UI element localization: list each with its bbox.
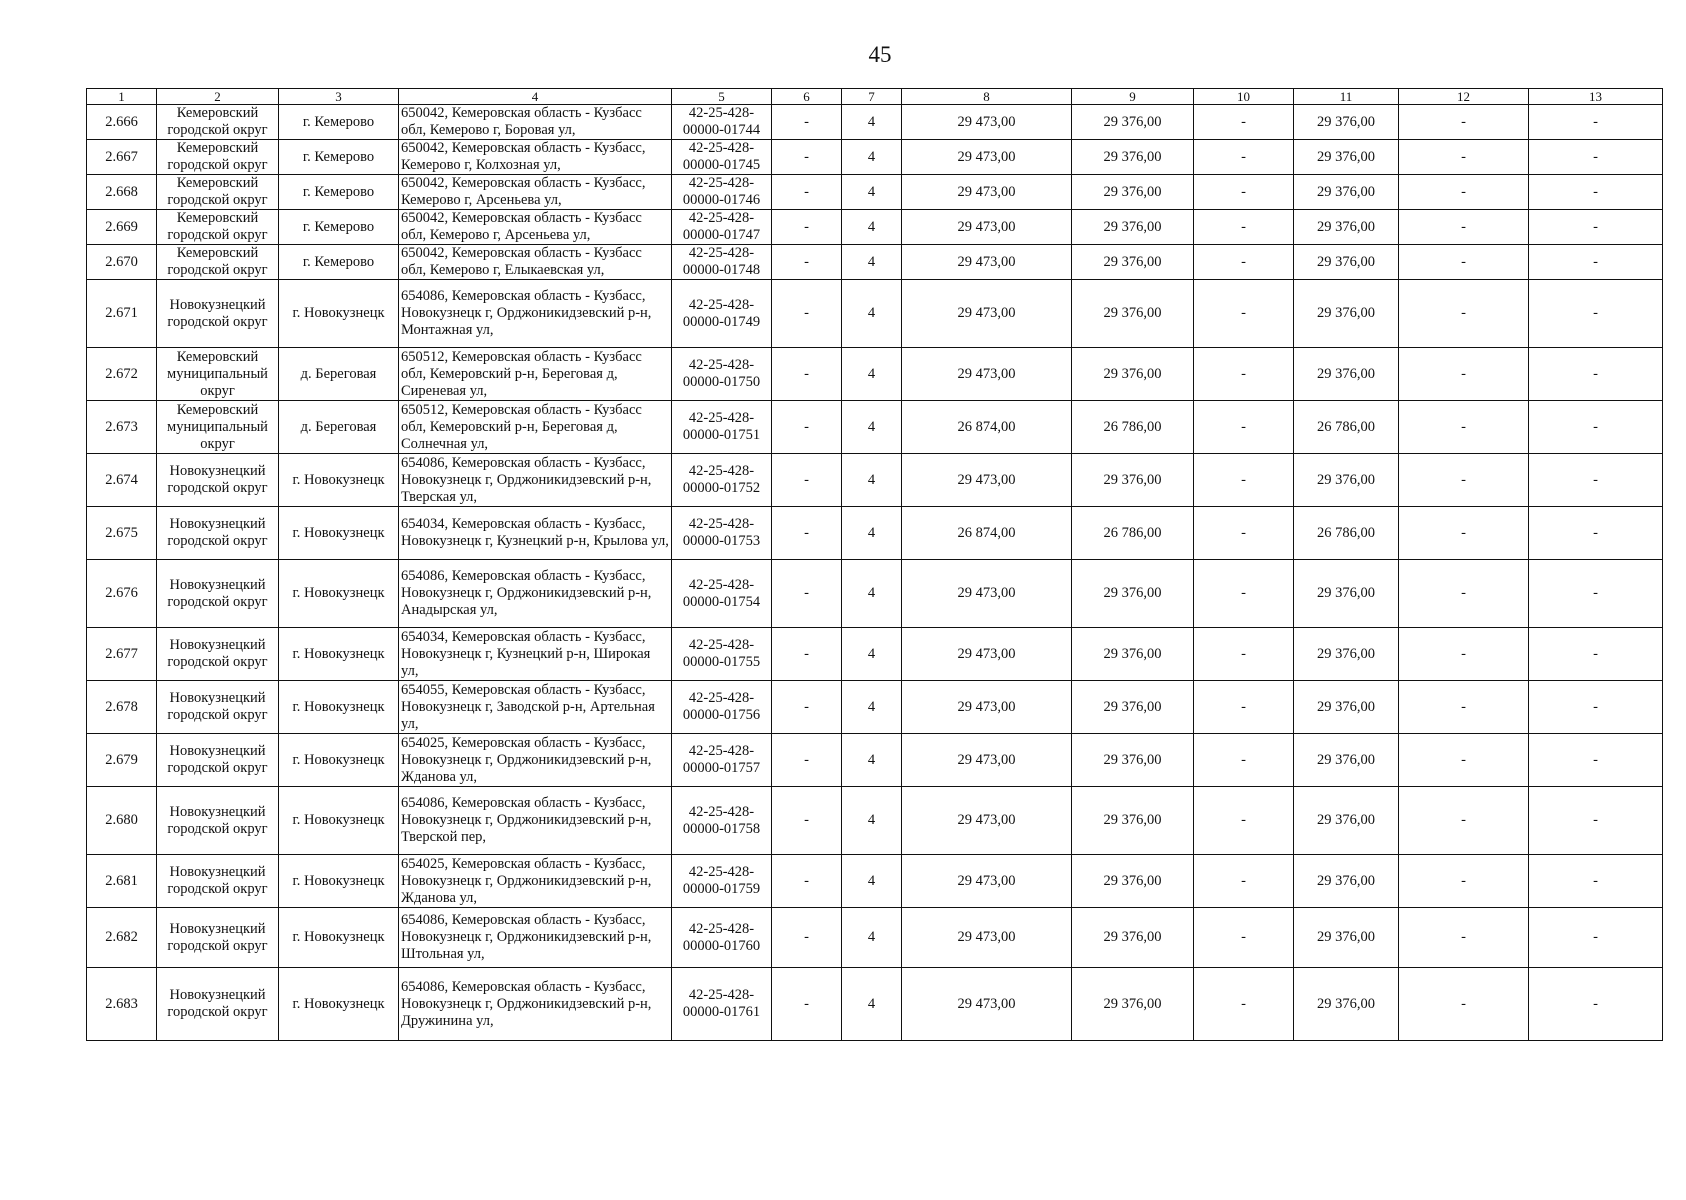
col10-cell: - (1194, 787, 1294, 855)
address-cell: 654034, Кемеровская область - Кузбасс, Новокузнецк г, Кузнецкий р-н, Крылова ул, (399, 507, 672, 560)
col9-cell: 29 376,00 (1072, 560, 1194, 628)
district-cell: Кемеровский городской округ (157, 210, 279, 245)
col7-cell: 4 (842, 401, 902, 454)
col6-cell: - (772, 454, 842, 507)
row-number-cell: 2.682 (87, 908, 157, 968)
col11-cell: 29 376,00 (1294, 968, 1399, 1041)
column-header: 6 (772, 89, 842, 105)
column-header: 1 (87, 89, 157, 105)
code-cell: 42-25-428-00000-01758 (672, 787, 772, 855)
locality-cell: г. Новокузнецк (279, 968, 399, 1041)
col10-cell: - (1194, 507, 1294, 560)
column-header: 3 (279, 89, 399, 105)
col13-cell: - (1529, 348, 1663, 401)
col11-cell: 29 376,00 (1294, 628, 1399, 681)
col12-cell: - (1399, 507, 1529, 560)
col12-cell: - (1399, 105, 1529, 140)
col11-cell: 29 376,00 (1294, 855, 1399, 908)
col12-cell: - (1399, 140, 1529, 175)
code-cell: 42-25-428-00000-01754 (672, 560, 772, 628)
row-number-cell: 2.673 (87, 401, 157, 454)
column-header: 2 (157, 89, 279, 105)
col13-cell: - (1529, 787, 1663, 855)
table-row (87, 908, 1663, 968)
col9-cell: 29 376,00 (1072, 348, 1194, 401)
address-cell: 654055, Кемеровская область - Кузбасс, Новокузнецк г, Заводской р-н, Артельная ул, (399, 681, 672, 734)
col6-cell: - (772, 210, 842, 245)
locality-cell: г. Новокузнецк (279, 454, 399, 507)
row-number-cell: 2.666 (87, 105, 157, 140)
col8-cell: 29 473,00 (902, 908, 1072, 968)
col11-cell: 29 376,00 (1294, 175, 1399, 210)
data-table (86, 88, 1663, 1041)
col13-cell: - (1529, 908, 1663, 968)
col13-cell: - (1529, 681, 1663, 734)
address-cell: 650042, Кемеровская область - Кузбасс обл, Кемерово г, Елыкаевская ул, (399, 245, 672, 280)
table-row (87, 734, 1663, 787)
col7-cell: 4 (842, 734, 902, 787)
col12-cell: - (1399, 628, 1529, 681)
col10-cell: - (1194, 968, 1294, 1041)
locality-cell: г. Новокузнецк (279, 681, 399, 734)
locality-cell: г. Кемерово (279, 210, 399, 245)
row-number-cell: 2.677 (87, 628, 157, 681)
col8-cell: 29 473,00 (902, 348, 1072, 401)
table-row (87, 560, 1663, 628)
col12-cell: - (1399, 348, 1529, 401)
col9-cell: 29 376,00 (1072, 681, 1194, 734)
row-number-cell: 2.681 (87, 855, 157, 908)
code-cell: 42-25-428-00000-01747 (672, 210, 772, 245)
col6-cell: - (772, 507, 842, 560)
col12-cell: - (1399, 968, 1529, 1041)
col9-cell: 29 376,00 (1072, 855, 1194, 908)
col8-cell: 29 473,00 (902, 968, 1072, 1041)
col7-cell: 4 (842, 787, 902, 855)
code-cell: 42-25-428-00000-01757 (672, 734, 772, 787)
col10-cell: - (1194, 734, 1294, 787)
address-cell: 654086, Кемеровская область - Кузбасс, Новокузнецк г, Орджоникидзевский р-н, Тверская ул, (399, 454, 672, 507)
col13-cell: - (1529, 175, 1663, 210)
col12-cell: - (1399, 245, 1529, 280)
column-header: 5 (672, 89, 772, 105)
district-cell: Новокузнецкий городской округ (157, 628, 279, 681)
col8-cell: 29 473,00 (902, 454, 1072, 507)
col9-cell: 29 376,00 (1072, 210, 1194, 245)
col11-cell: 29 376,00 (1294, 348, 1399, 401)
col7-cell: 4 (842, 105, 902, 140)
col7-cell: 4 (842, 628, 902, 681)
col6-cell: - (772, 401, 842, 454)
row-number-cell: 2.680 (87, 787, 157, 855)
code-cell: 42-25-428-00000-01748 (672, 245, 772, 280)
col6-cell: - (772, 140, 842, 175)
district-cell: Новокузнецкий городской округ (157, 855, 279, 908)
col9-cell: 29 376,00 (1072, 734, 1194, 787)
address-cell: 654025, Кемеровская область - Кузбасс, Новокузнецк г, Орджоникидзевский р-н, Жданова ул, (399, 734, 672, 787)
col12-cell: - (1399, 175, 1529, 210)
locality-cell: г. Кемерово (279, 105, 399, 140)
col7-cell: 4 (842, 681, 902, 734)
col9-cell: 29 376,00 (1072, 908, 1194, 968)
code-cell: 42-25-428-00000-01750 (672, 348, 772, 401)
row-number-cell: 2.675 (87, 507, 157, 560)
col9-cell: 29 376,00 (1072, 280, 1194, 348)
col12-cell: - (1399, 855, 1529, 908)
col10-cell: - (1194, 560, 1294, 628)
col12-cell: - (1399, 908, 1529, 968)
col6-cell: - (772, 908, 842, 968)
code-cell: 42-25-428-00000-01749 (672, 280, 772, 348)
district-cell: Новокузнецкий городской округ (157, 560, 279, 628)
col7-cell: 4 (842, 210, 902, 245)
column-header: 4 (399, 89, 672, 105)
col11-cell: 26 786,00 (1294, 507, 1399, 560)
table-row (87, 454, 1663, 507)
col9-cell: 29 376,00 (1072, 968, 1194, 1041)
col6-cell: - (772, 968, 842, 1041)
col8-cell: 29 473,00 (902, 560, 1072, 628)
col7-cell: 4 (842, 348, 902, 401)
col10-cell: - (1194, 105, 1294, 140)
col8-cell: 29 473,00 (902, 175, 1072, 210)
district-cell: Новокузнецкий городской округ (157, 787, 279, 855)
col11-cell: 29 376,00 (1294, 787, 1399, 855)
col13-cell: - (1529, 855, 1663, 908)
col6-cell: - (772, 560, 842, 628)
locality-cell: г. Новокузнецк (279, 280, 399, 348)
row-number-cell: 2.670 (87, 245, 157, 280)
district-cell: Новокузнецкий городской округ (157, 280, 279, 348)
col12-cell: - (1399, 210, 1529, 245)
locality-cell: д. Береговая (279, 348, 399, 401)
col7-cell: 4 (842, 855, 902, 908)
row-number-cell: 2.679 (87, 734, 157, 787)
address-cell: 650512, Кемеровская область - Кузбасс обл, Кемеровский р-н, Береговая д, Солнечная ул, (399, 401, 672, 454)
col6-cell: - (772, 855, 842, 908)
col11-cell: 29 376,00 (1294, 210, 1399, 245)
locality-cell: г. Новокузнецк (279, 560, 399, 628)
col10-cell: - (1194, 140, 1294, 175)
col13-cell: - (1529, 105, 1663, 140)
col9-cell: 29 376,00 (1072, 245, 1194, 280)
col6-cell: - (772, 787, 842, 855)
col11-cell: 29 376,00 (1294, 560, 1399, 628)
col12-cell: - (1399, 681, 1529, 734)
code-cell: 42-25-428-00000-01756 (672, 681, 772, 734)
row-number-cell: 2.669 (87, 210, 157, 245)
col8-cell: 29 473,00 (902, 628, 1072, 681)
row-number-cell: 2.683 (87, 968, 157, 1041)
col7-cell: 4 (842, 454, 902, 507)
locality-cell: г. Новокузнецк (279, 734, 399, 787)
col11-cell: 29 376,00 (1294, 280, 1399, 348)
col9-cell: 29 376,00 (1072, 175, 1194, 210)
row-number-cell: 2.668 (87, 175, 157, 210)
header-row (87, 89, 1663, 105)
col8-cell: 29 473,00 (902, 105, 1072, 140)
col7-cell: 4 (842, 175, 902, 210)
col13-cell: - (1529, 507, 1663, 560)
col8-cell: 29 473,00 (902, 280, 1072, 348)
address-cell: 650042, Кемеровская область - Кузбасс обл, Кемерово г, Боровая ул, (399, 105, 672, 140)
col8-cell: 29 473,00 (902, 681, 1072, 734)
col11-cell: 29 376,00 (1294, 734, 1399, 787)
locality-cell: г. Новокузнецк (279, 507, 399, 560)
table-row (87, 140, 1663, 175)
locality-cell: г. Новокузнецк (279, 628, 399, 681)
col6-cell: - (772, 348, 842, 401)
col11-cell: 29 376,00 (1294, 681, 1399, 734)
address-cell: 650042, Кемеровская область - Кузбасс, Кемерово г, Колхозная ул, (399, 140, 672, 175)
table-row (87, 175, 1663, 210)
district-cell: Кемеровский городской округ (157, 245, 279, 280)
locality-cell: г. Кемерово (279, 140, 399, 175)
col9-cell: 29 376,00 (1072, 140, 1194, 175)
col6-cell: - (772, 734, 842, 787)
code-cell: 42-25-428-00000-01753 (672, 507, 772, 560)
col13-cell: - (1529, 210, 1663, 245)
col8-cell: 26 874,00 (902, 401, 1072, 454)
table-row (87, 855, 1663, 908)
col10-cell: - (1194, 175, 1294, 210)
district-cell: Кемеровский городской округ (157, 105, 279, 140)
col13-cell: - (1529, 734, 1663, 787)
col7-cell: 4 (842, 280, 902, 348)
col10-cell: - (1194, 210, 1294, 245)
table-row (87, 105, 1663, 140)
column-header: 12 (1399, 89, 1529, 105)
locality-cell: г. Новокузнецк (279, 908, 399, 968)
row-number-cell: 2.674 (87, 454, 157, 507)
col6-cell: - (772, 245, 842, 280)
district-cell: Новокузнецкий городской округ (157, 681, 279, 734)
col7-cell: 4 (842, 245, 902, 280)
col12-cell: - (1399, 560, 1529, 628)
col10-cell: - (1194, 348, 1294, 401)
col8-cell: 29 473,00 (902, 787, 1072, 855)
code-cell: 42-25-428-00000-01745 (672, 140, 772, 175)
code-cell: 42-25-428-00000-01759 (672, 855, 772, 908)
col6-cell: - (772, 175, 842, 210)
address-cell: 654086, Кемеровская область - Кузбасс, Новокузнецк г, Орджоникидзевский р-н, Штольная ул, (399, 908, 672, 968)
col7-cell: 4 (842, 908, 902, 968)
col10-cell: - (1194, 245, 1294, 280)
col6-cell: - (772, 105, 842, 140)
col10-cell: - (1194, 280, 1294, 348)
address-cell: 654086, Кемеровская область - Кузбасс, Новокузнецк г, Орджоникидзевский р-н, Тверской пер, (399, 787, 672, 855)
col10-cell: - (1194, 401, 1294, 454)
col9-cell: 29 376,00 (1072, 628, 1194, 681)
col13-cell: - (1529, 454, 1663, 507)
col12-cell: - (1399, 787, 1529, 855)
table-row (87, 348, 1663, 401)
table-row (87, 280, 1663, 348)
address-cell: 654086, Кемеровская область - Кузбасс, Новокузнецк г, Орджоникидзевский р-н, Монтажная ул, (399, 280, 672, 348)
column-header: 13 (1529, 89, 1663, 105)
district-cell: Новокузнецкий городской округ (157, 908, 279, 968)
code-cell: 42-25-428-00000-01755 (672, 628, 772, 681)
col13-cell: - (1529, 628, 1663, 681)
col11-cell: 29 376,00 (1294, 908, 1399, 968)
code-cell: 42-25-428-00000-01761 (672, 968, 772, 1041)
address-cell: 650042, Кемеровская область - Кузбасс обл, Кемерово г, Арсеньева ул, (399, 210, 672, 245)
locality-cell: г. Новокузнецк (279, 855, 399, 908)
col8-cell: 29 473,00 (902, 140, 1072, 175)
col12-cell: - (1399, 734, 1529, 787)
address-cell: 650042, Кемеровская область - Кузбасс, Кемерово г, Арсеньева ул, (399, 175, 672, 210)
col12-cell: - (1399, 454, 1529, 507)
table-row (87, 628, 1663, 681)
col13-cell: - (1529, 245, 1663, 280)
column-header: 7 (842, 89, 902, 105)
col13-cell: - (1529, 560, 1663, 628)
row-number-cell: 2.667 (87, 140, 157, 175)
column-header: 11 (1294, 89, 1399, 105)
table-row (87, 210, 1663, 245)
col10-cell: - (1194, 908, 1294, 968)
col7-cell: 4 (842, 560, 902, 628)
locality-cell: г. Кемерово (279, 175, 399, 210)
col12-cell: - (1399, 401, 1529, 454)
district-cell: Новокузнецкий городской округ (157, 968, 279, 1041)
code-cell: 42-25-428-00000-01752 (672, 454, 772, 507)
code-cell: 42-25-428-00000-01751 (672, 401, 772, 454)
col8-cell: 29 473,00 (902, 210, 1072, 245)
col8-cell: 29 473,00 (902, 245, 1072, 280)
table-row (87, 968, 1663, 1041)
district-cell: Новокузнецкий городской округ (157, 454, 279, 507)
col9-cell: 29 376,00 (1072, 454, 1194, 507)
address-cell: 650512, Кемеровская область - Кузбасс обл, Кемеровский р-н, Береговая д, Сиреневая ул, (399, 348, 672, 401)
col7-cell: 4 (842, 507, 902, 560)
table-body (87, 105, 1663, 1041)
address-cell: 654086, Кемеровская область - Кузбасс, Новокузнецк г, Орджоникидзевский р-н, Дружинина ул, (399, 968, 672, 1041)
district-cell: Кемеровский городской округ (157, 175, 279, 210)
locality-cell: д. Береговая (279, 401, 399, 454)
code-cell: 42-25-428-00000-01760 (672, 908, 772, 968)
col7-cell: 4 (842, 140, 902, 175)
col10-cell: - (1194, 681, 1294, 734)
address-cell: 654034, Кемеровская область - Кузбасс, Новокузнецк г, Кузнецкий р-н, Широкая ул, (399, 628, 672, 681)
table-row (87, 681, 1663, 734)
code-cell: 42-25-428-00000-01744 (672, 105, 772, 140)
col11-cell: 26 786,00 (1294, 401, 1399, 454)
col10-cell: - (1194, 454, 1294, 507)
col7-cell: 4 (842, 968, 902, 1041)
col6-cell: - (772, 681, 842, 734)
col10-cell: - (1194, 855, 1294, 908)
code-cell: 42-25-428-00000-01746 (672, 175, 772, 210)
col13-cell: - (1529, 140, 1663, 175)
locality-cell: г. Новокузнецк (279, 787, 399, 855)
row-number-cell: 2.672 (87, 348, 157, 401)
col9-cell: 26 786,00 (1072, 401, 1194, 454)
col9-cell: 29 376,00 (1072, 105, 1194, 140)
col9-cell: 26 786,00 (1072, 507, 1194, 560)
table-row (87, 507, 1663, 560)
district-cell: Кемеровский муниципальный округ (157, 348, 279, 401)
col8-cell: 29 473,00 (902, 855, 1072, 908)
locality-cell: г. Кемерово (279, 245, 399, 280)
row-number-cell: 2.671 (87, 280, 157, 348)
district-cell: Новокузнецкий городской округ (157, 734, 279, 787)
district-cell: Кемеровский муниципальный округ (157, 401, 279, 454)
col12-cell: - (1399, 280, 1529, 348)
row-number-cell: 2.678 (87, 681, 157, 734)
col8-cell: 26 874,00 (902, 507, 1072, 560)
col13-cell: - (1529, 401, 1663, 454)
col8-cell: 29 473,00 (902, 734, 1072, 787)
table-row (87, 401, 1663, 454)
row-number-cell: 2.676 (87, 560, 157, 628)
col11-cell: 29 376,00 (1294, 105, 1399, 140)
column-header: 8 (902, 89, 1072, 105)
col11-cell: 29 376,00 (1294, 454, 1399, 507)
district-cell: Кемеровский городской округ (157, 140, 279, 175)
col6-cell: - (772, 280, 842, 348)
column-header: 10 (1194, 89, 1294, 105)
address-cell: 654086, Кемеровская область - Кузбасс, Новокузнецк г, Орджоникидзевский р-н, Анадырская ул, (399, 560, 672, 628)
table-row (87, 787, 1663, 855)
col11-cell: 29 376,00 (1294, 140, 1399, 175)
column-header: 9 (1072, 89, 1194, 105)
col13-cell: - (1529, 968, 1663, 1041)
table-row (87, 245, 1663, 280)
address-cell: 654025, Кемеровская область - Кузбасс, Новокузнецк г, Орджоникидзевский р-н, Жданова ул, (399, 855, 672, 908)
col10-cell: - (1194, 628, 1294, 681)
col6-cell: - (772, 628, 842, 681)
district-cell: Новокузнецкий городской округ (157, 507, 279, 560)
page-number: 45 (868, 42, 892, 67)
col11-cell: 29 376,00 (1294, 245, 1399, 280)
col9-cell: 29 376,00 (1072, 787, 1194, 855)
col13-cell: - (1529, 280, 1663, 348)
